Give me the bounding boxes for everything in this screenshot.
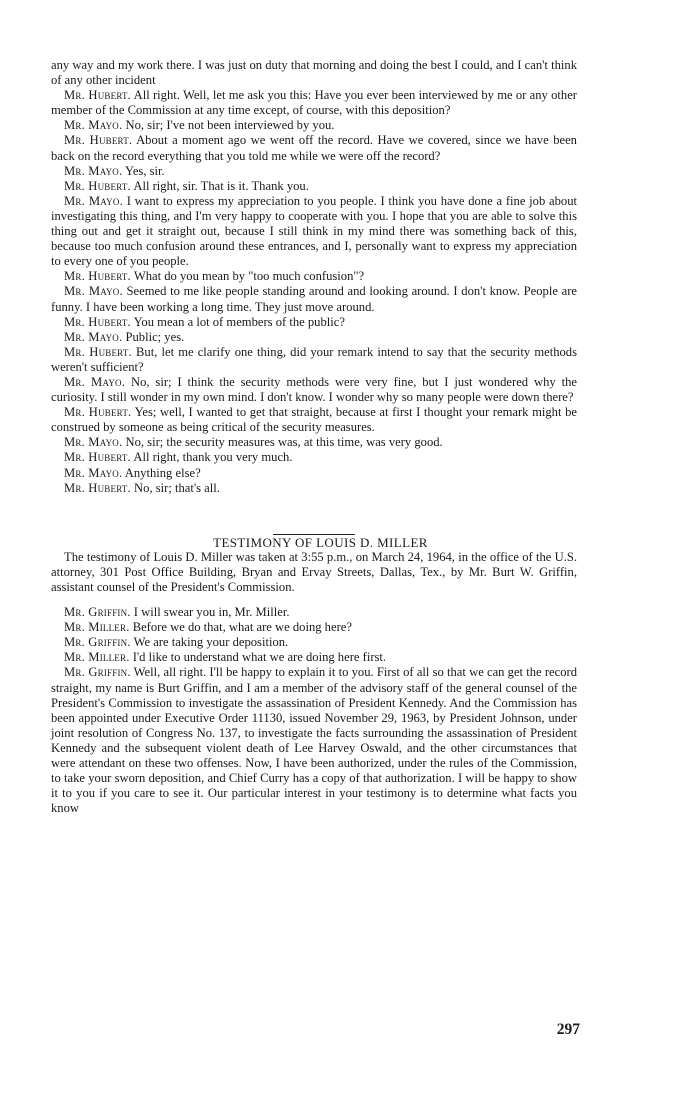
- document-page: [51, 58, 577, 816]
- section-heading: TESTIMONY OF LOUIS D. MILLER: [213, 534, 428, 550]
- speaker-label: Mr. Mayo.: [64, 118, 123, 133]
- speaker-label: Mr. Hubert.: [64, 405, 132, 420]
- speech-text: No, sir; I think the security methods were very fine, but I just wondered why the curiosity. I still wonder in my own mind. I don't know. I wonder why so many people were down there?: [51, 374, 577, 405]
- speaker-label: Mr. Hubert.: [64, 344, 132, 359]
- speaker-label: Mr. Hubert.: [64, 88, 132, 103]
- speaker-label: Mr. Miller.: [64, 650, 130, 665]
- speaker-label: Mr. Mayo.: [64, 163, 123, 178]
- testimony-paragraph: [51, 58, 577, 88]
- speaker-label: Mr. Hubert.: [64, 450, 131, 465]
- speaker-label: Mr. Mayo.: [64, 284, 123, 299]
- testimony-paragraph: [51, 481, 577, 496]
- speech-text: No, sir; that's all.: [130, 480, 220, 495]
- speech-text: About a moment ago we went off the record. Have we covered, since we have been back on the record everything that you told me while we were off the record?: [51, 133, 577, 163]
- speech-text: No, sir; I've not been interviewed by you.: [122, 118, 335, 133]
- speaker-label: Mr. Mayo.: [64, 374, 126, 389]
- testimony-paragraph: [51, 466, 577, 481]
- speaker-label: Mr. Hubert.: [64, 314, 131, 329]
- speaker-label: Mr. Miller.: [64, 620, 130, 635]
- speech-text: Seemed to me like people standing around and looking around. I don't know. People are funny. I have been working a long time. They just move around.: [51, 284, 577, 314]
- speech-text: Anything else?: [122, 465, 201, 480]
- testimony-paragraph: [51, 284, 577, 314]
- speaker-label: Mr. Hubert.: [64, 269, 131, 284]
- testimony-paragraph: [51, 194, 577, 269]
- speaker-label: Mr. Griffin.: [64, 605, 131, 620]
- speech-text: No, sir; the security measures was, at this time, was very good.: [122, 435, 443, 450]
- speaker-label: Mr. Mayo.: [64, 435, 123, 450]
- testimony-paragraph: [51, 375, 577, 405]
- testimony-paragraph: [51, 650, 577, 665]
- speaker-label: Mr. Mayo.: [64, 329, 123, 344]
- testimony-paragraph: [51, 665, 577, 816]
- testimony-continuation: [51, 58, 577, 496]
- testimony-paragraph: [51, 345, 577, 375]
- testimony-paragraph: [51, 164, 577, 179]
- speech-text: You mean a lot of members of the public?: [130, 314, 345, 329]
- speaker-label: Mr. Hubert.: [64, 178, 131, 193]
- testimony-paragraph: [51, 330, 577, 345]
- speaker-label: Mr. Griffin.: [64, 665, 131, 680]
- speech-text: What do you mean by "too much confusion"?: [130, 269, 365, 284]
- testimony-paragraph: [51, 435, 577, 450]
- testimony-paragraph: [51, 118, 577, 133]
- intro-paragraph: The testimony of Louis D. Miller was taken at 3:55 p.m., on March 24, 1964, in the office of the U.S. attorney, 301 Post Office Building, Bryan and Ervay Streets, Dallas, Tex., by Mr. Burt W. Griffin, assistant counsel of the President's Commission.: [51, 549, 577, 594]
- speech-text: Before we do that, what are we doing here?: [129, 620, 352, 635]
- testimony-paragraph: [51, 620, 577, 635]
- speech-text: I'd like to understand what we are doing here first.: [129, 650, 387, 665]
- testimony-paragraph: [51, 179, 577, 194]
- speech-text: All right, sir. That is it. Thank you.: [130, 178, 309, 193]
- testimony-miller: [51, 605, 577, 816]
- testimony-paragraph: [51, 405, 577, 435]
- testimony-paragraph: [51, 605, 577, 620]
- speech-text: All right. Well, let me ask you this: Have you ever been interviewed by me or any other member of the Commission at any time except, of course, with this deposition?: [51, 88, 577, 118]
- testimony-paragraph: [51, 315, 577, 330]
- speech-text: Public; yes.: [122, 329, 185, 344]
- testimony-paragraph: [51, 269, 577, 284]
- speech-text: I will swear you in, Mr. Miller.: [130, 605, 290, 620]
- speech-text: any way and my work there. I was just on duty that morning and doing the best I could, and I can't think of any other incident: [51, 58, 577, 88]
- speech-text: I want to express my appreciation to you people. I think you have done a fine job about investigating this thing, and I'm very happy to cooperate with you. I hope that you are able to solve this thing out and get it straight out, because I still think in my mind there was something back of this, because too much confusion around these entrances, and I, personally want to express my appreciation to every one of you people.: [51, 193, 577, 269]
- speaker-label: Mr. Griffin.: [64, 635, 131, 650]
- speaker-label: Mr. Hubert.: [64, 133, 133, 148]
- speech-text: Yes; well, I wanted to get that straight, because at first I thought your remark might be construed by someone as being critical of the security measures.: [51, 405, 578, 435]
- speech-text: We are taking your deposition.: [130, 635, 289, 650]
- speech-text: Yes, sir.: [122, 163, 165, 178]
- testimony-paragraph: [51, 450, 577, 465]
- testimony-paragraph: [51, 88, 577, 118]
- speech-text: Well, all right. I'll be happy to explain it to you. First of all so that we can get the record straight, my name is Burt Griffin, and I am a member of the advisory staff of the general counsel of the President's Commission to investigate the assassination of President Kennedy. And the Commission has been appointed under Executive Order 11130, issued November 29, 1963, by President Johnson, under joint resolution of Congress No. 137, to investigate the facts surrounding the assassination of President Kennedy and the subsequent violent death of Lee Harvey Oswald, and the other circumstances that were attendant on these two offenses. Now, I have been authorized, under the rules of the Commission, to take your sworn deposition, and Chief Curry has a copy of that authorization. I will be happy to show it to you if you care to see it. Our particular interest in your testimony is to determine what facts you know: [51, 665, 577, 816]
- testimony-paragraph: [51, 133, 577, 163]
- testimony-paragraph: [51, 635, 577, 650]
- page-number: 297: [556, 1021, 580, 1038]
- speech-text: But, let me clarify one thing, did your remark intend to say that the security methods weren't sufficient?: [51, 344, 577, 374]
- speaker-label: Mr. Mayo.: [64, 193, 123, 208]
- speaker-label: Mr. Hubert.: [64, 480, 131, 495]
- speech-text: All right, thank you very much.: [130, 450, 293, 465]
- speaker-label: Mr. Mayo.: [64, 465, 123, 480]
